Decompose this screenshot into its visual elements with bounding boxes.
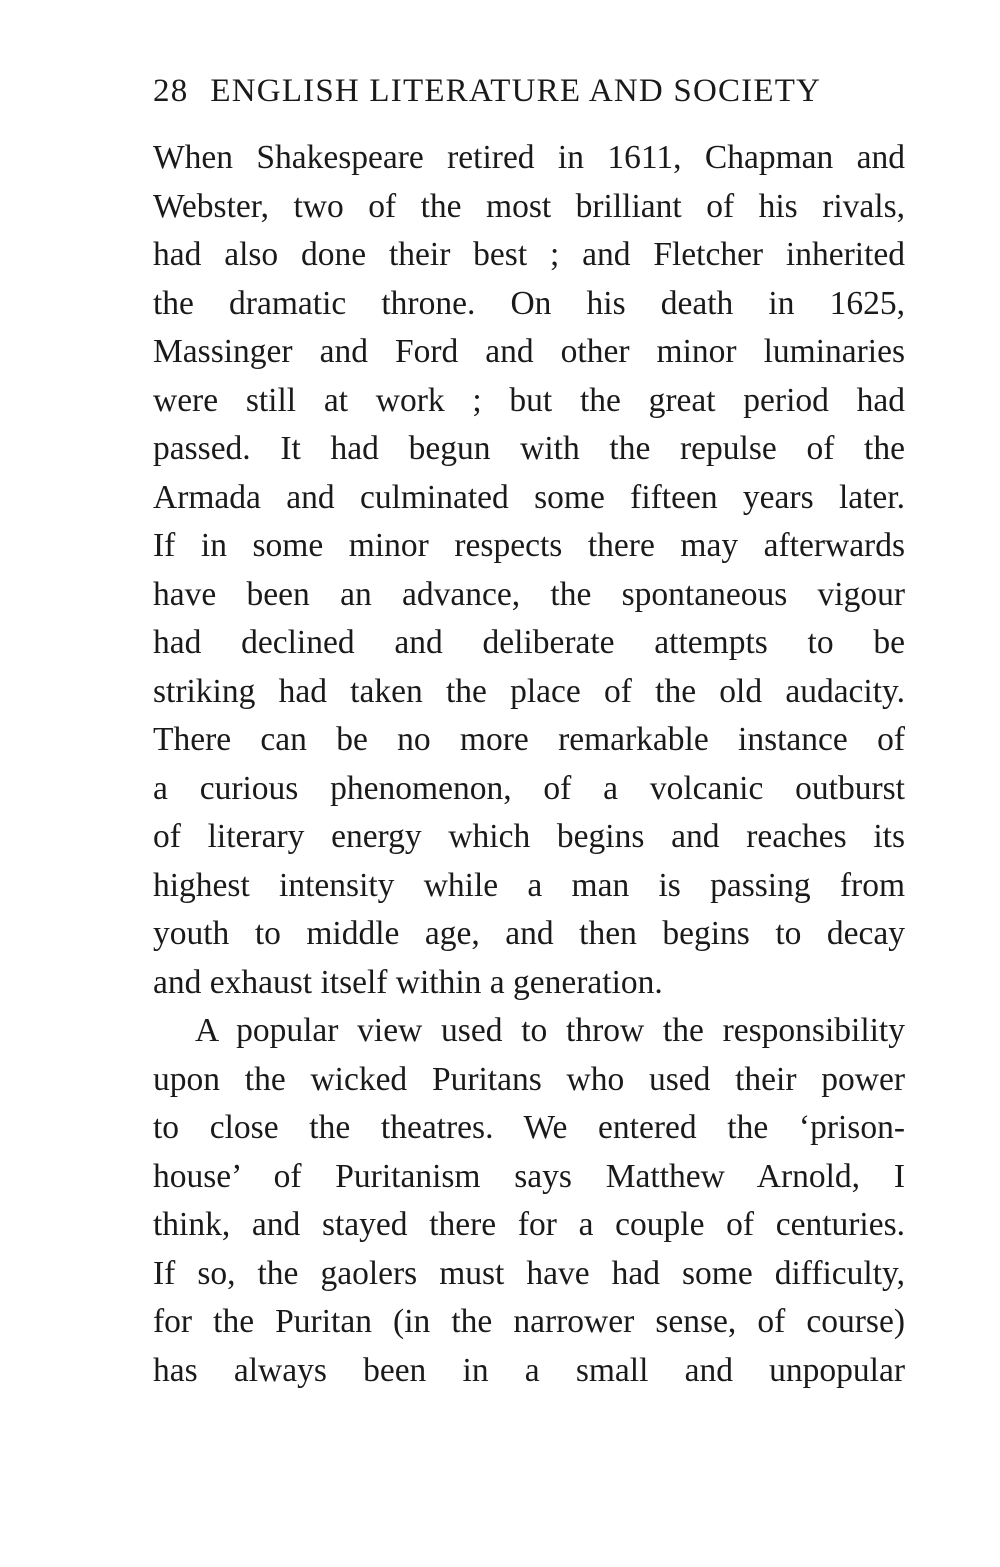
text-line: A popular view used to throw the responsibility	[195, 1012, 905, 1049]
running-title: ENGLISH LITERATURE AND SOCIETY	[210, 73, 822, 109]
page-number: 28	[153, 73, 189, 109]
text-line: has always been in a small and unpopular	[153, 1351, 905, 1389]
text-line: a curious phenomenon, of a volcanic outburst	[153, 769, 905, 807]
running-header	[153, 68, 905, 114]
text-line: Armada and culminated some fifteen years later.	[153, 478, 905, 516]
text-line: There can be no more remarkable instance of	[153, 721, 905, 758]
text-line: were still at work ; but the great period had	[153, 381, 905, 419]
text-line: for the Puritan (in the narrower sense, of course)	[153, 1303, 905, 1340]
text-line: passed. It had begun with the repulse of the	[153, 430, 905, 467]
text-line: Webster, two of the most brilliant of his rivals,	[153, 187, 905, 225]
text-line: If so, the gaolers must have had some difficulty,	[153, 1254, 905, 1292]
text-line: and exhaust itself within a generation.	[153, 963, 663, 1001]
text-line: think, and stayed there for a couple of centuries.	[153, 1206, 905, 1243]
text-line: have been an advance, the spontaneous vigour	[153, 575, 905, 613]
body-text	[153, 134, 905, 1395]
text-line: striking had taken the place of the old audacity.	[153, 672, 905, 710]
text-line: to close the theatres. We entered the ‘prison-	[153, 1109, 905, 1146]
text-line: Massinger and Ford and other minor luminaries	[153, 333, 905, 370]
text-line: youth to middle age, and then begins to decay	[153, 915, 905, 952]
text-line: When Shakespeare retired in 1611, Chapman and	[153, 139, 905, 176]
text-line: the dramatic throne. On his death in 1625,	[153, 284, 905, 322]
text-line: If in some minor respects there may afterwards	[153, 527, 905, 564]
text-line: house’ of Puritanism says Matthew Arnold, I	[153, 1157, 905, 1195]
text-line: of literary energy which begins and reaches its	[153, 818, 905, 855]
text-line: upon the wicked Puritans who used their power	[153, 1060, 905, 1098]
text-line: highest intensity while a man is passing from	[153, 866, 905, 904]
text-line: had also done their best ; and Fletcher inherited	[153, 236, 905, 273]
text-line: had declined and deliberate attempts to be	[153, 624, 905, 661]
